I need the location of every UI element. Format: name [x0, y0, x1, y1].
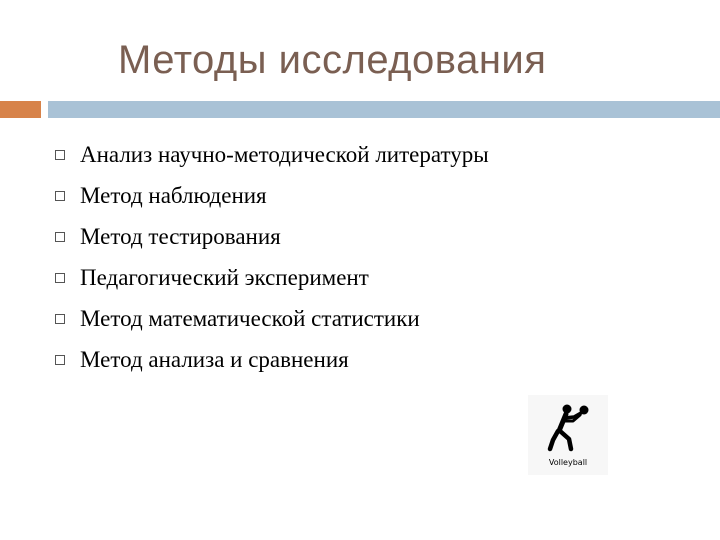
bullet-item	[55, 134, 489, 175]
volleyball-player-icon	[547, 401, 591, 453]
bullet-text: Метод тестирования	[80, 223, 281, 249]
square-bullet-icon	[55, 273, 65, 283]
bullet-text: Анализ научно-методической литературы	[80, 141, 489, 167]
bullet-item	[55, 257, 489, 298]
bullet-item	[55, 175, 489, 216]
bullet-item	[55, 339, 489, 380]
bullet-item	[55, 298, 489, 339]
bullet-list	[55, 134, 489, 380]
square-bullet-icon	[55, 150, 65, 160]
square-bullet-icon	[55, 355, 65, 365]
bullet-item	[55, 216, 489, 257]
volleyball-pictogram	[528, 395, 608, 475]
square-bullet-icon	[55, 191, 65, 201]
bullet-text: Метод математической статистики	[80, 305, 420, 331]
pictogram-caption: Volleyball	[548, 458, 588, 467]
title-accent-bar	[0, 101, 41, 118]
bullet-text: Педагогический эксперимент	[80, 264, 369, 290]
square-bullet-icon	[55, 314, 65, 324]
slide-title: Методы исследования	[118, 38, 547, 82]
square-bullet-icon	[55, 232, 65, 242]
bullet-text: Метод анализа и сравнения	[80, 346, 349, 372]
title-divider-bar	[48, 101, 720, 118]
bullet-text: Метод наблюдения	[80, 182, 267, 208]
